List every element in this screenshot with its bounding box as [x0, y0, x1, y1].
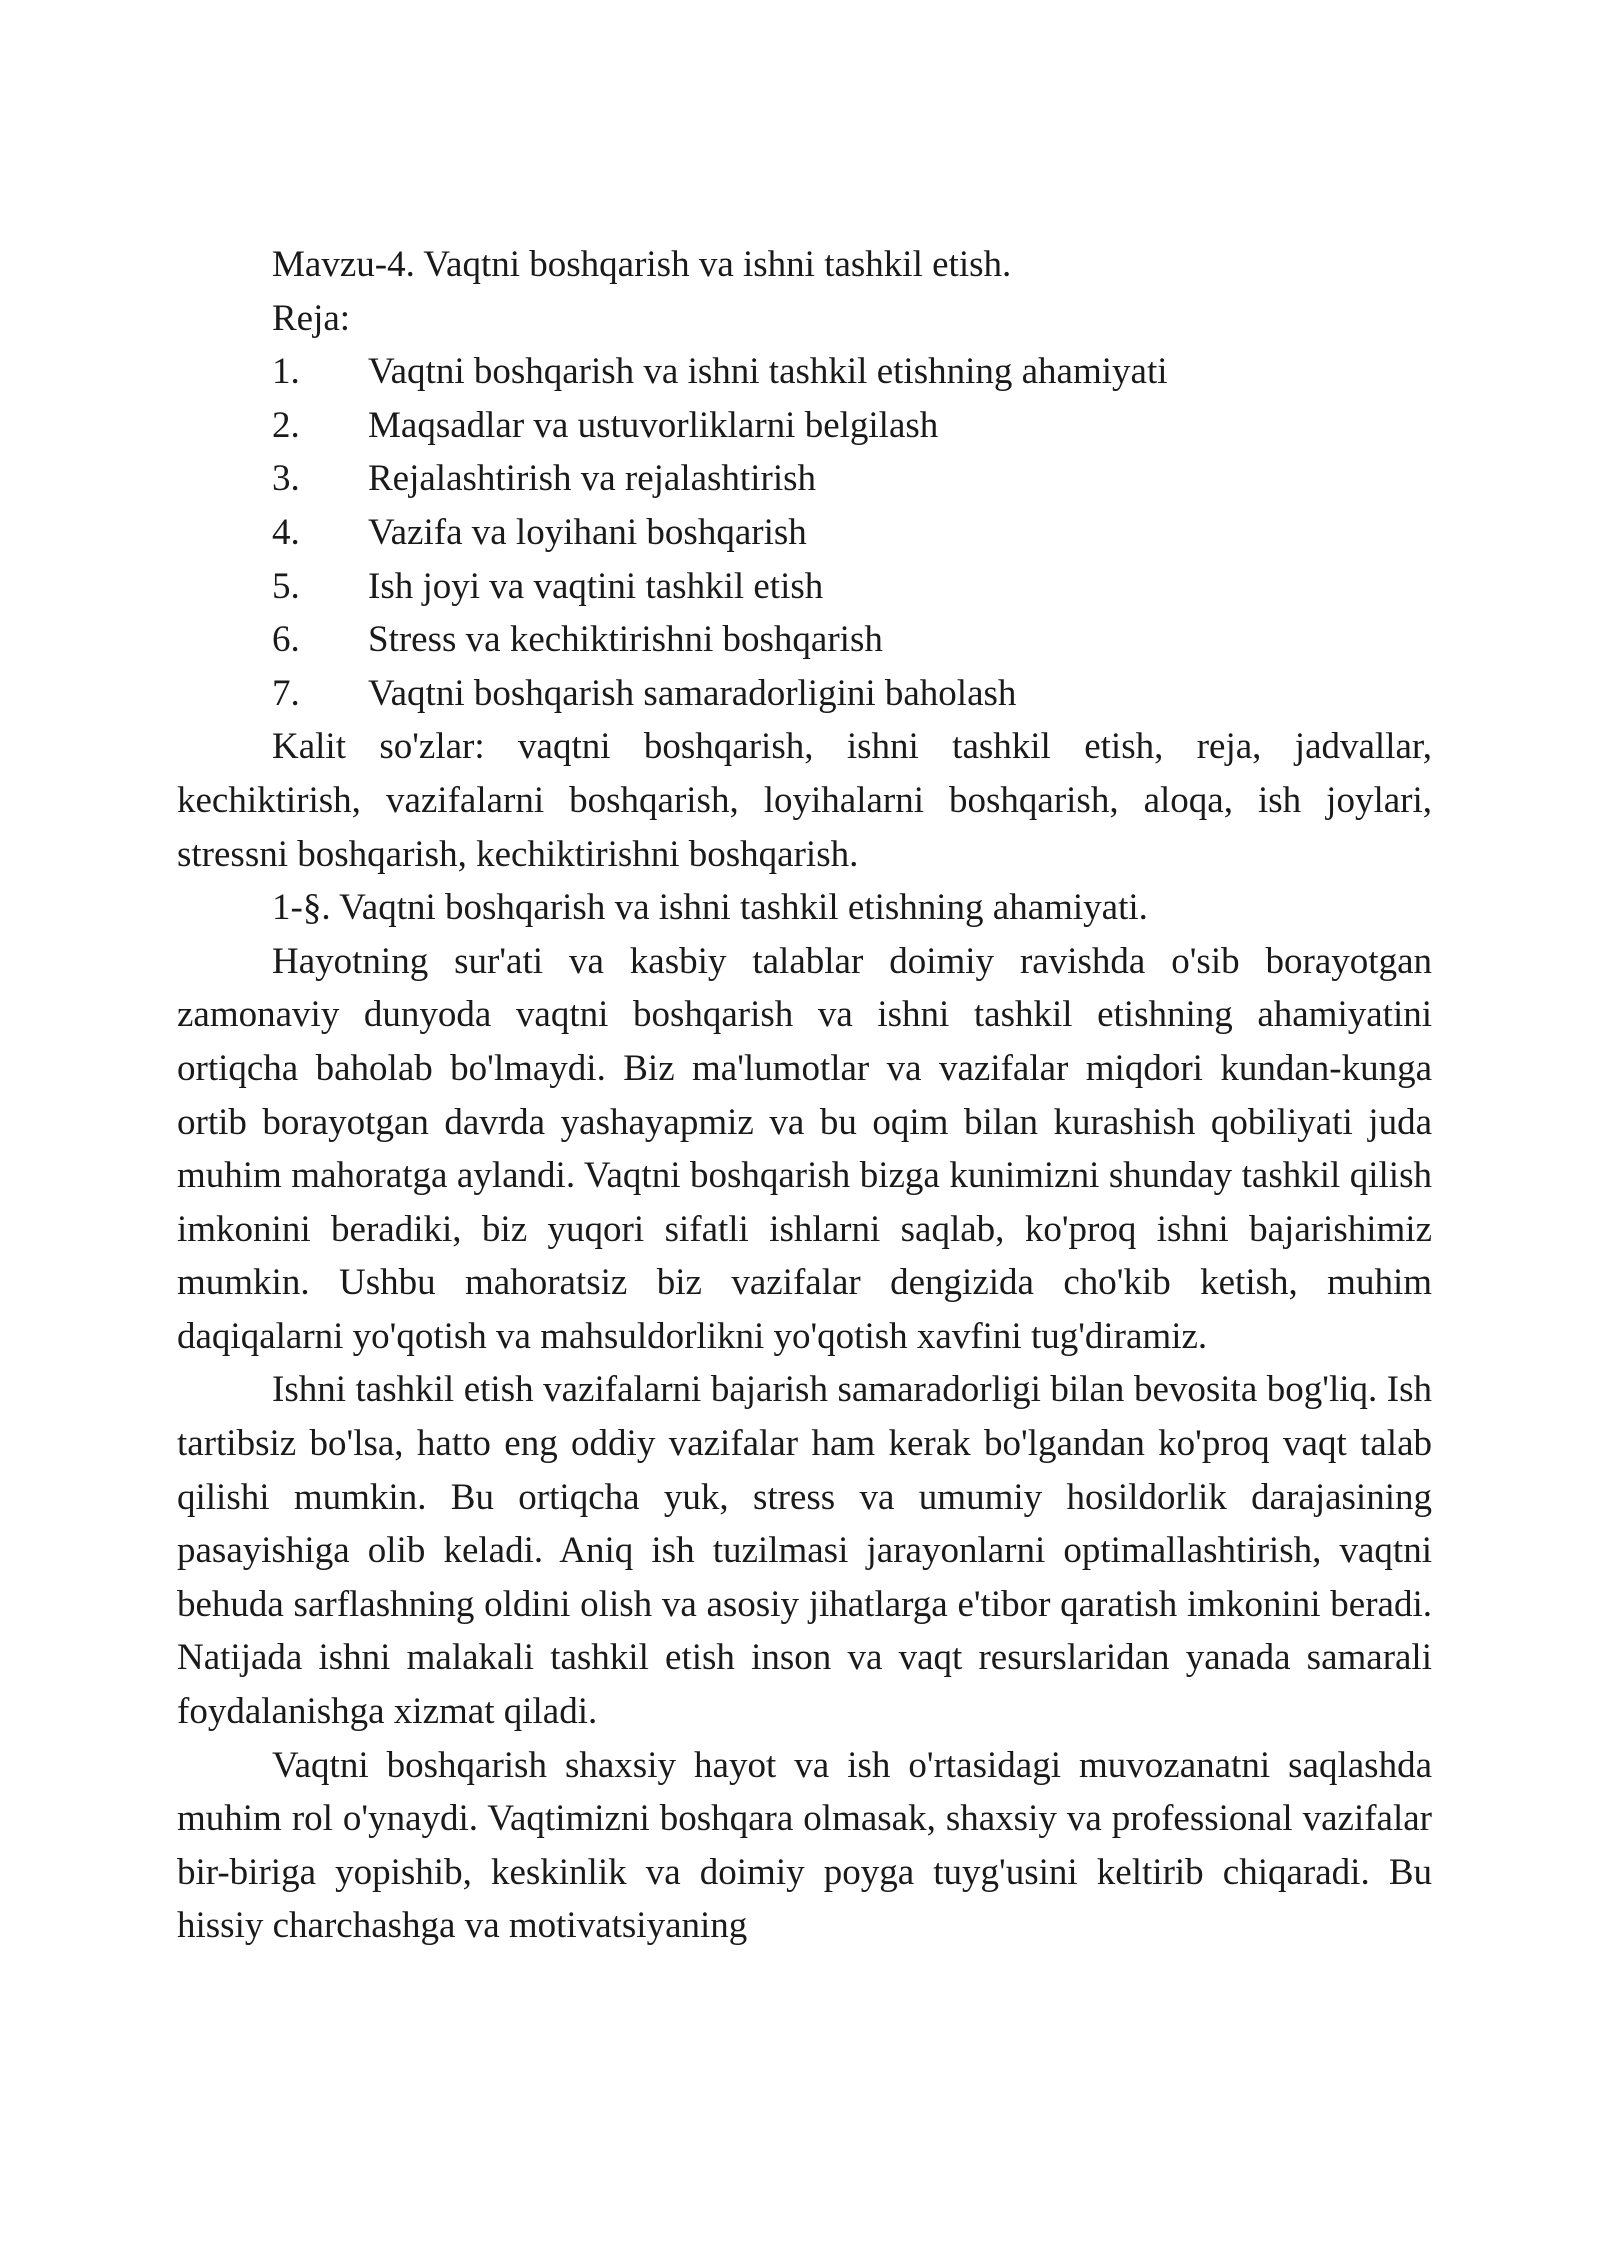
plan-item-text: Vazifa va loyihani boshqarish: [368, 511, 807, 553]
plan-item: [177, 345, 1432, 399]
section-heading: 1-§. Vaqtni boshqarish va ishni tashkil etishning ahamiyati.: [272, 887, 1148, 929]
plan-item-text: Vaqtni boshqarish samaradorligini baholash: [368, 672, 1017, 714]
document-title: Mavzu-4. Vaqtni boshqarish va ishni tashkil etish.: [272, 244, 1012, 285]
plan-item-text: Vaqtni boshqarish va ishni tashkil etishning ahamiyati: [368, 351, 1168, 393]
plan-item-number: 2.: [272, 404, 300, 446]
body-paragraph: Ishni tashkil etish vazifalarni bajarish samaradorligi bilan bevosita bog'liq. Ish tartibsiz bo'lsa, hatto eng oddiy vazifalar ham kerak bo'lgandan ko'proq vaqt talab qilishi mumkin. Bu ortiqcha yuk, stress va umumiy hosildorlik darajasining pasayishiga olib keladi. Aniq ish tuzilmasi jarayonlarni optimallashtirish, vaqtni behuda sarflashning oldini olish va asosiy jihatlarga e'tibor qaratish imkonini beradi. Natijada ishni malakali tashkil etish inson va vaqt resurslaridan yanada samarali foydalanishga xizmat qiladi.: [177, 1369, 1432, 1733]
plan-item-text: Maqsadlar va ustuvorliklarni belgilash: [368, 404, 939, 446]
plan-item-number: 6.: [272, 619, 300, 661]
body-paragraph: Vaqtni boshqarish shaxsiy hayot va ish o'rtasidagi muvozanatni saqlashda muhim rol o'ynaydi. Vaqtimizni boshqara olmasak, shaxsiy va professional vazifalar bir-biriga yopishib, keskinlik va doimiy poyga tuyg'usini keltirib chiqaradi. Bu hissiy charchashga va motivatsiyaning: [177, 1744, 1432, 1947]
plan-item-number: 3.: [272, 458, 300, 500]
plan-item: [177, 452, 1432, 506]
plan-item-text: Stress va kechiktirishni boshqarish: [368, 619, 883, 661]
plan-item: [177, 506, 1432, 560]
plan-item-text: Ish joyi va vaqtini tashkil etish: [368, 565, 824, 607]
plan-item: [177, 560, 1432, 614]
plan-label: Reja:: [272, 297, 351, 339]
plan-item-text: Rejalashtirish va rejalashtirish: [368, 458, 816, 500]
plan-item-number: 7.: [272, 672, 300, 714]
plan-item: [177, 667, 1432, 721]
body-paragraph: Hayotning sur'ati va kasbiy talablar doimiy ravishda o'sib borayotgan zamonaviy dunyoda vaqtni boshqarish va ishni tashkil etishning ahamiyatini ortiqcha baholab bo'lmaydi. Biz ma'lumotlar va vazifalar miqdori kundan-kunga ortib borayotgan davrda yashayapmiz va bu oqim bilan kurashish qobiliyati juda muhim mahoratga aylandi. Vaqtni boshqarish bizga kunimizni shunday tashkil qilish imkonini beradiki, biz yuqori sifatli ishlarni saqlab, ko'proq ishni bajarishimiz mumkin. Ushbu mahoratsiz biz vazifalar dengizida cho'kib ketish, muhim daqiqalarni yo'qotish va mahsuldorlikni yo'qotish xavfini tug'diramiz.: [177, 940, 1432, 1357]
plan-item-number: 5.: [272, 565, 300, 607]
document-page: [177, 238, 1432, 1953]
plan-item-number: 1.: [272, 351, 300, 393]
plan-item: [177, 399, 1432, 453]
plan-item-number: 4.: [272, 511, 300, 553]
keywords-paragraph: Kalit so'zlar: vaqtni boshqarish, ishni tashkil etish, reja, jadvallar, kechiktirish, vazifalarni boshqarish, loyihalarni boshqarish, aloqa, ish joylari, stressni boshqarish, kechiktirishni boshqarish.: [177, 726, 1432, 875]
plan-list: [177, 345, 1432, 720]
plan-item: [177, 613, 1432, 667]
